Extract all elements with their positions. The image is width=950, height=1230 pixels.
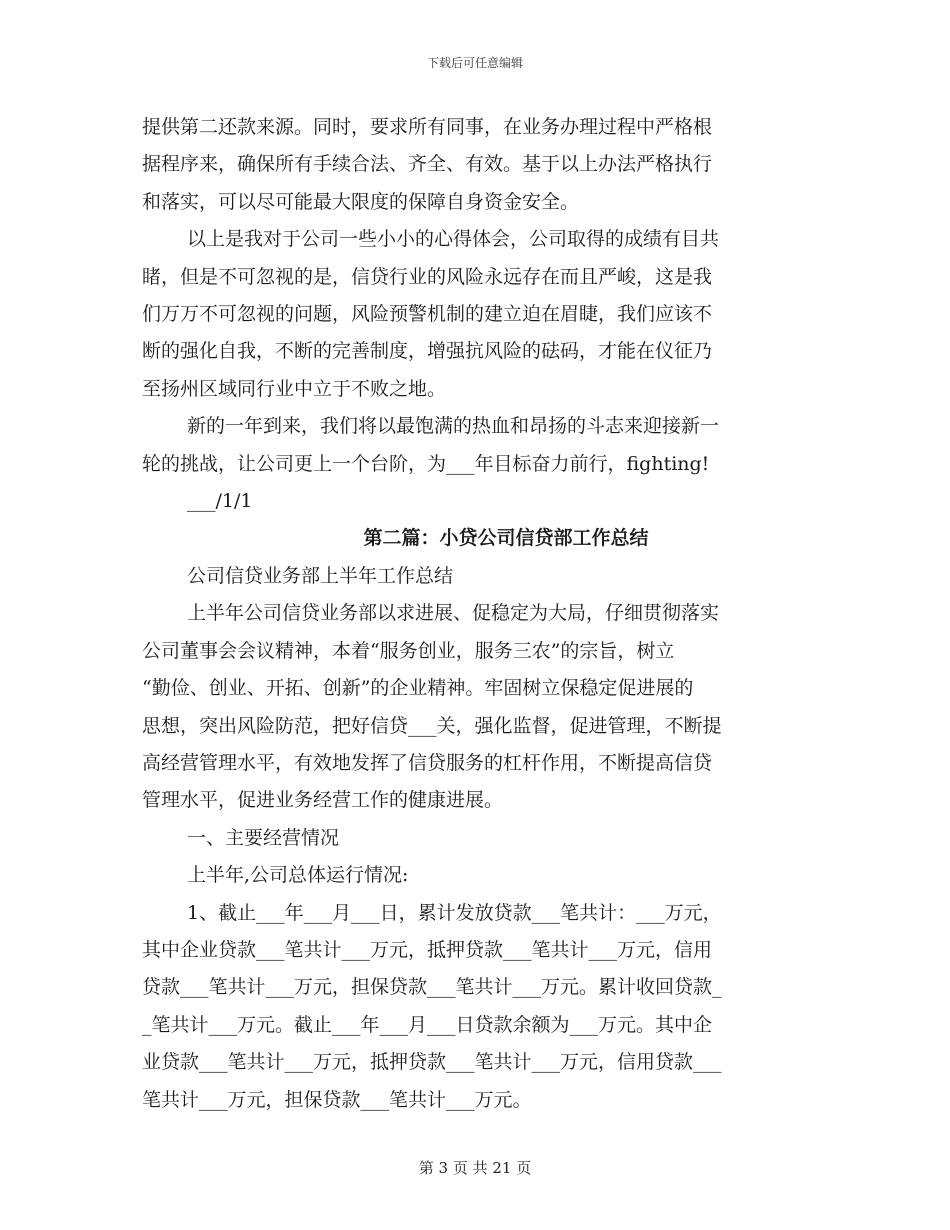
page-header-note: 下载后可任意编辑 — [426, 56, 523, 70]
text-line: 以上是我对于公司一些小小的心得体会，公司取得的成绩有目共 — [187, 228, 720, 251]
text-line: 据程序来，确保所有手续合法、齐全、有效。基于以上办法严格执行 — [142, 153, 713, 176]
text-line: 1、截止___年___月___日，累计发放贷款___笔共计：___万元， — [187, 901, 722, 924]
document-body — [142, 109, 810, 1119]
text-line: 其中企业贷款___笔共计___万元，抵押贷款___笔共计___万元，信用 — [142, 938, 713, 961]
text-line: “勤俭、创业、开拓、创新”的企业精神。牢固树立保稳定促进展的 — [142, 677, 694, 700]
text-line: 上半年,公司总体运行情况: — [187, 864, 409, 887]
text-line: 睹，但是不可忽视的是，信贷行业的风险永远存在而且严峻，这是我 — [142, 265, 713, 288]
text-line: 轮的挑战，让公司更上一个台阶，为___年目标奋力前行，fighting! — [142, 452, 710, 475]
text-line: 们万万不可忽视的问题，风险预警机制的建立迫在眉睫，我们应该不 — [142, 303, 713, 326]
page-number: 第 3 页 共 21 页 — [418, 1159, 532, 1177]
text-line: 贷款___笔共计___万元，担保贷款___笔共计___万元。累计收回贷款_ — [142, 976, 722, 999]
section-heading: 第二篇：小贷公司信贷部工作总结 — [363, 527, 649, 550]
text-line: 笔共计___万元，担保贷款___笔共计___万元。 — [142, 1088, 532, 1111]
text-line: 和落实，可以尽可能最大限度的保障自身资金安全。 — [142, 190, 580, 213]
subsection-heading: 一、主要经营情况 — [187, 826, 340, 849]
text-line: 业贷款___笔共计___万元，抵押贷款___笔共计___万元，信用贷款___ — [142, 1051, 722, 1074]
text-line: 至扬州区域同行业中立于不败之地。 — [142, 377, 447, 400]
text-line: 思想，突出风险防范，把好信贷___关，强化监督，促进管理，不断提 — [142, 714, 722, 737]
text-line: 断的强化自我，不断的完善制度，增强抗风险的砝码，才能在仪征乃 — [142, 340, 713, 363]
text-line: 新的一年到来，我们将以最饱满的热血和昂扬的斗志来迎接新一 — [187, 415, 720, 438]
subtitle-line: 公司信贷业务部上半年工作总结 — [187, 564, 454, 587]
text-line: 管理水平，促进业务经营工作的健康进展。 — [142, 789, 504, 812]
text-line: 上半年公司信贷业务部以求进展、促稳定为大局，仔细贯彻落实 — [187, 602, 720, 625]
date-line: ___/1/1 — [187, 490, 253, 513]
text-line: _笔共计___万元。截止___年___月___日贷款余额为___万元。其中企 — [142, 1013, 713, 1036]
text-line: 高经营管理水平，有效地发挥了信贷服务的杠杆作用，不断提高信贷 — [142, 751, 713, 774]
text-line: 公司董事会会议精神，本着“服务创业，服务三农”的宗旨，树立 — [142, 639, 675, 662]
text-line: 提供第二还款来源。同时，要求所有同事，在业务办理过程中严格根 — [142, 116, 713, 138]
